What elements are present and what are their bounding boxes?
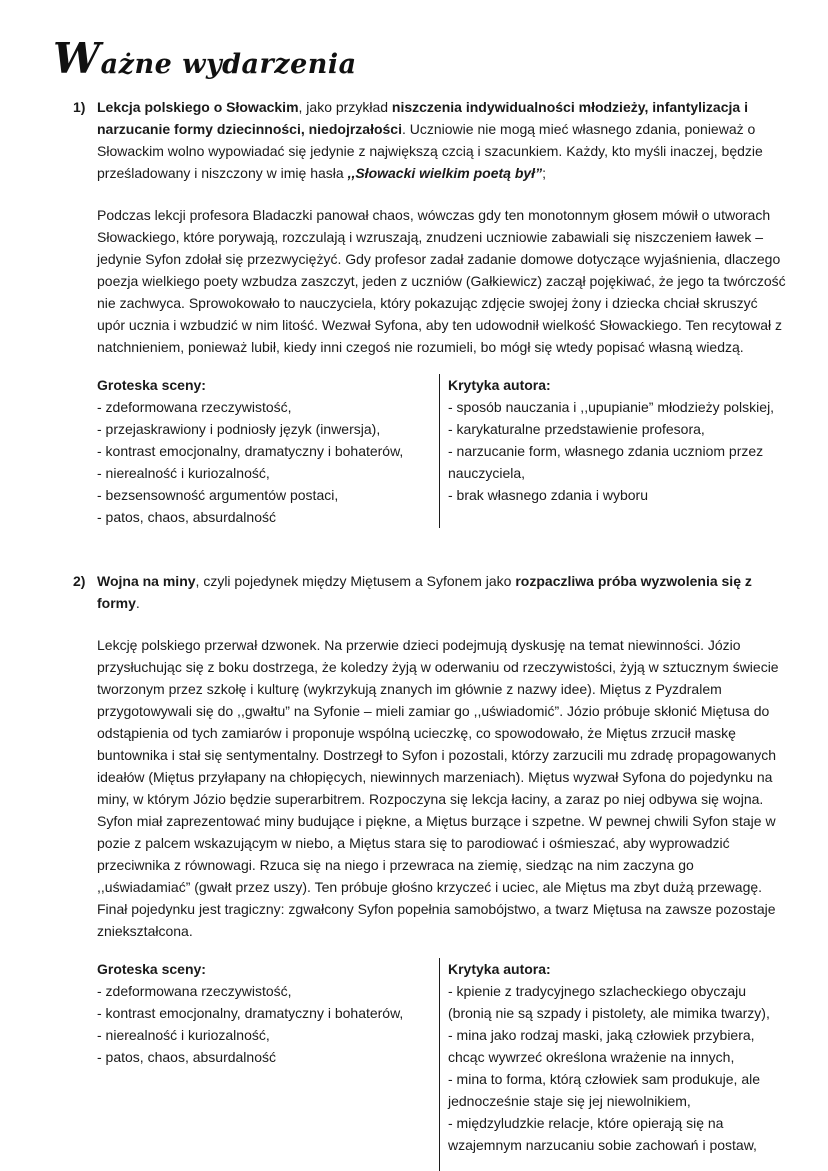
- list-item: - zdeformowana rzeczywistość,: [97, 399, 292, 415]
- krytyka-header: Krytyka autora:: [448, 961, 551, 977]
- groteska-header: Groteska sceny:: [97, 961, 206, 977]
- lead-bold-phrase: Lekcja polskiego o Słowackim: [97, 99, 299, 115]
- list-item: - patos, chaos, absurdalność: [97, 1049, 276, 1065]
- list-item: - kpienie z tradycyjnego szlacheckiego obyczaju (bronią nie są szpady i pistolety, ale mimika twarzy),: [448, 983, 770, 1021]
- list-item: - patos, chaos, absurdalność: [97, 509, 276, 525]
- item-1-body-paragraph: Podczas lekcji profesora Bladaczki panował chaos, wówczas gdy ten monotonnym głosem mówił o utworach Słowackiego, które porywają, rozczulają i wzruszają, znudzeni uczniowie zabawiali się niszczeniem ławek – jedynie Syfon zdołał się przezwyciężyć. Gdy profesor zadał zadanie domowe dotyczące wyjaśnienia, dlaczego poezja wielkiego poety wzbudza zaszczyt, jeden z uczniów (Gałkiewicz) zaczął pojękiwać, że jego ta twórczość nie zachwyca. Sprowokowało to nauczyciela, który pokazując zdjęcie swojej żony i dziecka chciał skruszyć upór ucznia i wzbudzić w nim litość. Wezwał Syfona, aby ten udowodnił wielkość Słowackiego. Ten recytował z natchnieniem, ponieważ lubił, kiedy inni czegoś nie rozumieli, bo mógł się wtedy popisać własną wiedzą.: [97, 207, 786, 355]
- item-1-krytyka-column: [440, 374, 787, 528]
- lead-text: , czyli pojedynek między Miętusem a Syfonem jako: [195, 573, 516, 589]
- lead-bold-phrase: Wojna na miny: [97, 573, 196, 589]
- item-2-body-paragraph: Lekcję polskiego przerwał dzwonek. Na przerwie dzieci podejmują dyskusję na temat niewinności. Józio przysłuchując się z boku dostrzega, że koledzy żyją w oderwaniu od rzeczywistości, żyją w sztucznym świecie tworzonym przez szkołę i kulturę (wykrzykują znanych im głównie z nazwy idee). Miętus z Pyzdralem przygotowywali się do ,,gwałtu” na Syfonie – mieli zamiar go ,,uświadomić”. Józio próbuje skłonić Miętusa do odstąpienia od tych zamiarów i proponuje wspólną ucieczkę, co spowodowało, że Miętus zrzucił maskę buntownika i stał się sentymentalny. Dostrzegł to Syfon i pozostali, którzy zarzucili mu zdradę propagowanych ideałów (Miętus przyłapany na chłopięcych, niewinnych marzeniach). Miętus wyzwał Syfona do pojedynku na miny, w którym Józio będzie superarbitrem. Rozpoczyna się lekcja łaciny, a zaraz po niej odbywa się wojna. Syfon miał zaprezentować miny budujące i piękne, a Miętus burzące i szpetne. W pewnej chwili Syfon staje w pozie z palcem wskazującym w niebo, a Miętus stara się to parodiować i ośmieszać, aby wyprowadzić przeciwnika z równowagi. Rzuca się na niego i przewraca na ziemię, siedząc na nim zaczyna go ,,uświadamiać” (gwałt przez uszy). Ten próbuje głośno krzyczeć i uciec, ale Miętus ma zbyt dużą przewagę. Finał pojedynku jest tragiczny: zgwałcony Syfon popełnia samobójstwo, a twarz Miętusa na zawsze pozostaje zniekształcona.: [97, 637, 779, 939]
- item-2-content: [97, 570, 787, 1171]
- list-item: - międzyludzkie relacje, które opierają się na wzajemnym narzucaniu sobie zachowań i postaw,: [448, 1115, 757, 1153]
- lead-text: . Uczniowie nie mogą mieć własnego zdania, ponieważ o Słowackim wolno wypowiadać się jedynie z największą czcią i szacunkiem. Każdy, kto myśli inaczej, będzie prześladowany i niszczony w imię hasła: [97, 121, 763, 181]
- item-1-groteska-column: [97, 374, 440, 528]
- list-item: - narzucanie form, własnego zdania uczniom przez nauczyciela,: [448, 443, 764, 481]
- item-2-krytyka-column: [440, 958, 787, 1171]
- item-2-groteska-column: [97, 958, 440, 1171]
- list-item: - kontrast emocjonalny, dramatyczny i bohaterów,: [97, 1005, 404, 1021]
- list-item: - nierealność i kuriozalność,: [97, 1027, 270, 1043]
- item-1-analysis-table: [97, 374, 787, 528]
- item-1-content: [97, 96, 787, 528]
- list-item: - zdeformowana rzeczywistość,: [97, 983, 292, 999]
- item-2-lead-paragraph: [97, 570, 787, 614]
- lead-bold-phrase: rozpaczliwa próba wyzwolenia się z formy: [97, 573, 752, 611]
- numbered-item-1: [73, 96, 828, 528]
- lead-bold-phrase: niszczenia indywidualności młodzieży, infantylizacja i narzucanie formy dziecinności, niedojrzałości: [97, 99, 748, 137]
- groteska-header: Groteska sceny:: [97, 377, 206, 393]
- item-2-number: 2): [73, 573, 86, 589]
- page-title: Ważne wydarzenia: [53, 34, 357, 83]
- krytyka-header: Krytyka autora:: [448, 377, 551, 393]
- list-item: - sposób nauczania i ,,upupianie” młodzieży polskiej,: [448, 399, 775, 415]
- list-item: - przejaskrawiony i podniosły język (inwersja),: [97, 421, 381, 437]
- list-item: - kontrast emocjonalny, dramatyczny i bohaterów,: [97, 443, 404, 459]
- item-1-number: 1): [73, 99, 86, 115]
- list-item: - mina jako rodzaj maski, jaką człowiek przybiera, chcąc wywrzeć określona wrażenie na innych,: [448, 1027, 755, 1065]
- lead-text: ;: [542, 165, 546, 181]
- lead-text: , jako przykład: [298, 99, 392, 115]
- numbered-item-2: [73, 570, 828, 1171]
- list-item: - mina to forma, którą człowiek sam produkuje, ale jednocześnie staje się jej niewolnikiem,: [448, 1071, 761, 1109]
- lead-text: .: [135, 595, 140, 611]
- list-item: - nierealność i kuriozalność,: [97, 465, 270, 481]
- list-item: - bezsensowność argumentów postaci,: [97, 487, 339, 503]
- lead-quote: ,,Słowacki wielkim poetą był”: [347, 165, 543, 181]
- list-item: - karykaturalne przedstawienie profesora,: [448, 421, 705, 437]
- item-1-lead-paragraph: [97, 96, 787, 184]
- list-item: - brak własnego zdania i wyboru: [448, 487, 648, 503]
- item-2-analysis-table: [97, 958, 787, 1171]
